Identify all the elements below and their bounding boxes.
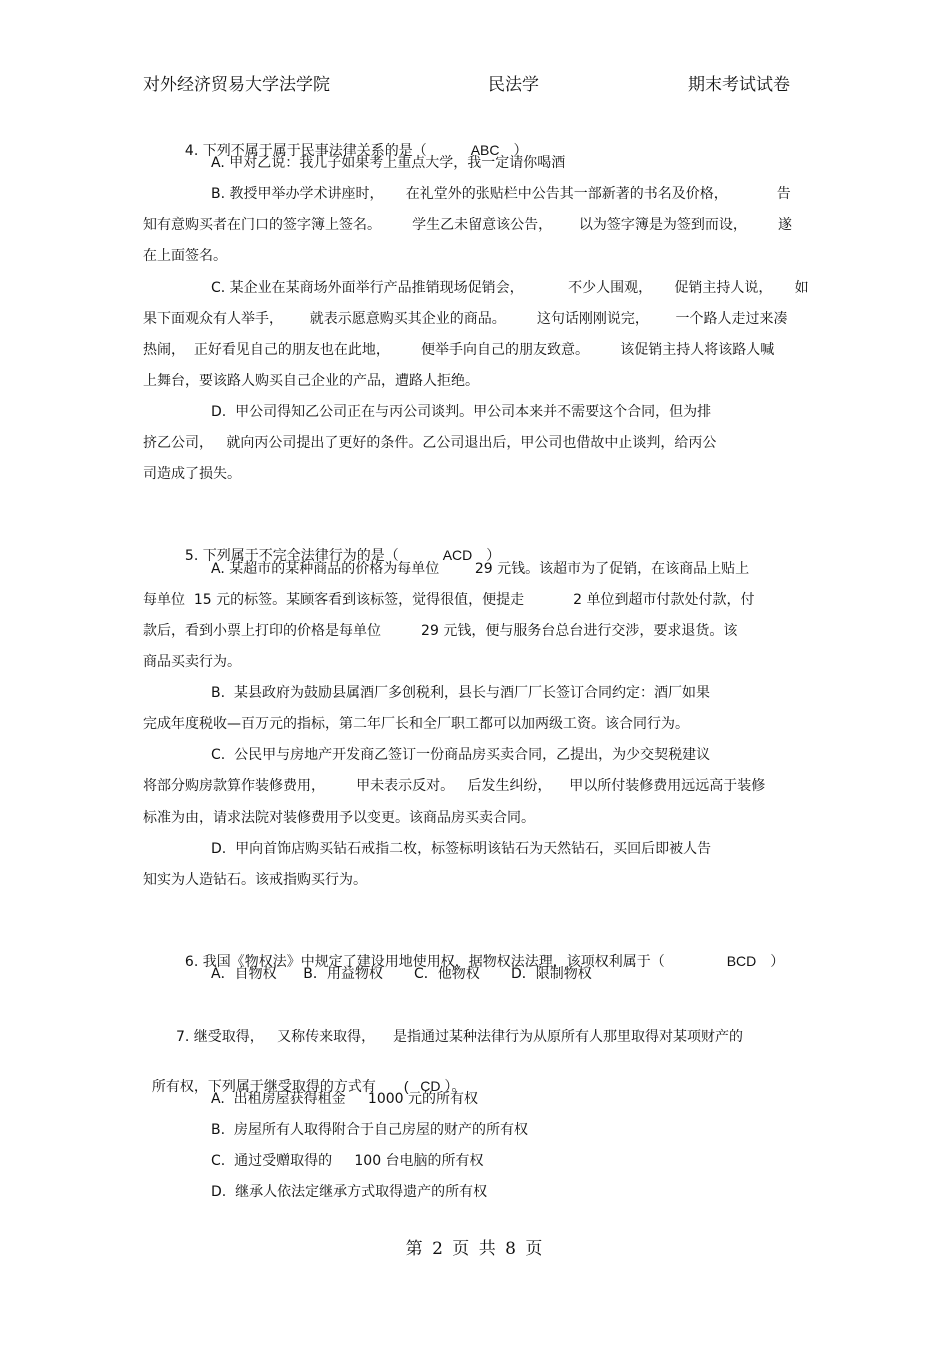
q4-option-c-line4: 上舞台，要该路人购买自己企业的产品，遭路人拒绝。 — [143, 373, 479, 389]
q5-option-b-line1: B. 某县政府为鼓励县属酒厂多创税利，县长与酒厂厂长签订合同约定：酒厂如果 — [211, 685, 710, 701]
q5-close: ） — [486, 548, 501, 564]
q5-option-d-line2: 知实为人造钻石。该戒指购买行为。 — [143, 872, 367, 888]
q6-stem-text: 6. 我国《物权法》中规定了建设用地使用权，据物权法法理，该项权利属于（ — [184, 954, 665, 970]
q7-stem-line1: 7. 继受取得， 又称传来取得， 是指通过某种法律行为从原所有人那里取得对某项财产的 — [176, 1029, 743, 1045]
q7-option-d: D. 继承人依法定继承方式取得遗产的所有权 — [211, 1184, 488, 1200]
q5-option-a-line2: 每单位 15 元的标签。某顾客看到该标签，觉得很值，便提走 2 单位到超市付款处付款，付 — [143, 592, 755, 608]
q6-close: ） — [770, 954, 785, 970]
q5-stem-text: 5. 下列属于不完全法律行为的是（ — [184, 548, 399, 564]
header-school: 对外经济贸易大学法学院 — [143, 75, 330, 95]
q5-answer: ACD — [442, 547, 473, 563]
q4-option-c-line2: 果下面观众有人举手， 就表示愿意购买其企业的商品。 这句话刚刚说完， 一个路人走过来凑 — [143, 311, 788, 327]
q7-option-c: C. 通过受赠取得的 100 台电脑的所有权 — [211, 1153, 484, 1169]
q7-stem-text: 所有权，下列属于继受取得的方式有 — [151, 1079, 376, 1095]
q4-option-a: A. 甲对乙说：我儿子如果考上重点大学，我一定请你喝酒 — [211, 155, 566, 171]
header-exam: 期末考试试卷 — [688, 75, 790, 95]
q5-option-a-line1: A. 某超市的某种商品的价格为每单位 29 元钱。该超市为了促销，在该商品上贴上 — [211, 561, 750, 577]
q4-close: ） — [513, 143, 528, 159]
q7-option-a: A. 出租房屋获得租金 1000 元的所有权 — [211, 1091, 479, 1107]
q4-option-c-line1: C. 某企业在某商场外面举行产品推销现场促销会， 不少人围观， 促销主持人说， 如 — [211, 280, 809, 296]
q4-option-d-line2: 挤乙公司， 就向丙公司提出了更好的条件。乙公司退出后，甲公司也借故中止谈判，给丙公 — [143, 435, 717, 451]
q5-option-a-line4: 商品买卖行为。 — [143, 654, 241, 670]
q6-options: A．自物权 B．用益物权 C．他物权 D．限制物权 — [211, 966, 592, 982]
q7-option-b: B. 房屋所有人取得附合于自己房屋的财产的所有权 — [211, 1122, 528, 1138]
q4-option-d-line1: D. 甲公司得知乙公司正在与丙公司谈判。甲公司本来并不需要这个合同，但为排 — [211, 404, 712, 420]
q5-option-c-line1: C. 公民甲与房地产开发商乙签订一份商品房买卖合同，乙提出，为少交契税建议 — [211, 747, 711, 763]
q5-option-c-line2: 将部分购房款算作装修费用， 甲未表示反对。 后发生纠纷， 甲以所付装修费用远远高于装修 — [143, 778, 766, 794]
q4-answer: ABC — [470, 142, 500, 158]
q5-option-b-line2: 完成年度税收—百万元的指标，第二年厂长和全厂职工都可以加两级工资。该合同行为。 — [143, 716, 689, 732]
q4-option-c-line3: 热闹， 正好看见自己的朋友也在此地， 便举手向自己的朋友致意。 该促销主持人将该路人喊 — [143, 342, 775, 358]
q6-answer: BCD — [726, 953, 757, 969]
page-footer: 第 2 页 共 8 页 — [405, 1239, 545, 1259]
q5-option-d-line1: D. 甲向首饰店购买钻石戒指二枚，标签标明该钻石为天然钻石，买回后即被人告 — [211, 841, 712, 857]
q4-option-b-line1: B. 教授甲举办学术讲座时， 在礼堂外的张贴栏中公告其一部新著的书名及价格， 告 — [211, 186, 791, 202]
header-course: 民法学 — [488, 75, 539, 95]
q4-option-b-line3: 在上面签名。 — [143, 248, 227, 264]
q4-option-b-line2: 知有意购买者在门口的签字簿上签名。 学生乙未留意该公告， 以为签字簿是为签到而设， 遂 — [143, 217, 793, 233]
q5-option-a-line3: 款后，看到小票上打印的价格是每单位 29 元钱，便与服务台总台进行交涉，要求退货。该 — [143, 623, 738, 639]
q4-stem-text: 4. 下列不属于属于民事法律关系的是（ — [184, 143, 427, 159]
q4-option-d-line3: 司造成了损失。 — [143, 466, 241, 482]
q5-option-c-line3: 标准为由，请求法院对装修费用予以变更。该商品房买卖合同。 — [143, 810, 535, 826]
q7-answer: ( CD ）。 — [403, 1078, 466, 1094]
